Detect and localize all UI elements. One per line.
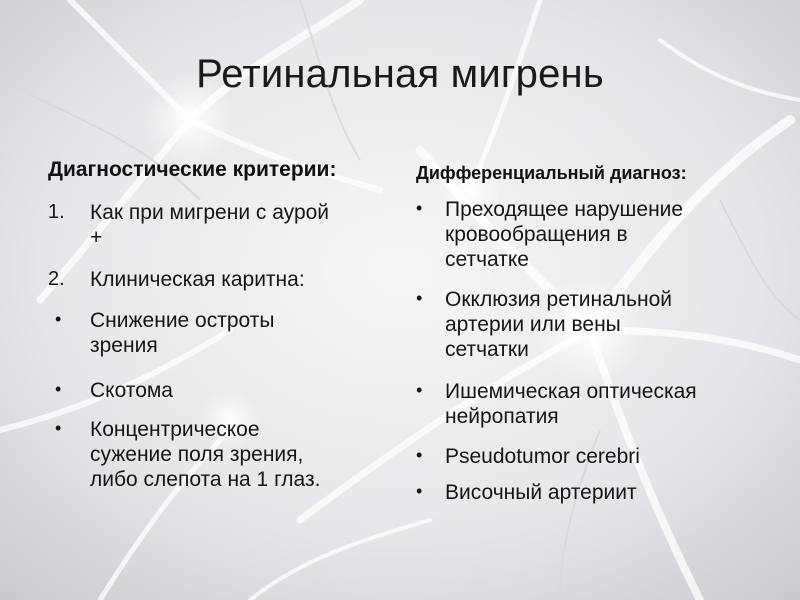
left-item-3-line-1: Снижение остроты (90, 309, 275, 332)
left-item-2 (90, 267, 305, 292)
left-item-5-line-1: Концентрическое (90, 418, 260, 441)
left-item-4-line-1: Скотома (90, 379, 173, 402)
left-item-3 (90, 308, 274, 358)
right-item-2-line-3: сетчатки (445, 338, 529, 361)
left-column-heading: Диагностические критерии: (48, 158, 337, 181)
left-item-3-line-2: зрения (90, 334, 158, 357)
left-item-2-marker: 2. (48, 268, 65, 290)
left-item-1-line-1: Как при мигрени с аурой (90, 201, 330, 224)
right-item-2-line-2: артерии или вены (445, 313, 621, 336)
left-item-2-line-1: Клиническая каритна: (90, 268, 305, 291)
right-item-3-bullet: • (416, 380, 423, 400)
left-item-5-line-3: либо слепота на 1 глаз. (90, 468, 321, 491)
left-item-5 (90, 417, 320, 492)
right-item-5-bullet: • (416, 481, 423, 501)
left-item-1-marker: 1. (48, 201, 65, 223)
slide-title: Ретинальная мигрень (196, 52, 604, 96)
right-item-3-line-1: Ишемическая оптическая (445, 380, 697, 403)
right-item-4-line-1: Pseudotumor cerebri (445, 445, 640, 468)
left-item-1 (90, 200, 329, 250)
left-item-1-line-2: + (90, 226, 103, 249)
left-item-5-line-2: сужение поля зрения, (90, 443, 304, 466)
right-item-2-line-1: Окклюзия ретинальной (445, 288, 673, 311)
right-item-3-line-2: нейропатия (445, 405, 559, 428)
right-item-4-bullet: • (416, 445, 423, 465)
right-item-2 (445, 287, 672, 362)
left-item-4 (90, 378, 173, 403)
right-column-heading: Дифференциальный диагноз: (416, 163, 687, 183)
right-item-4 (445, 444, 640, 469)
left-item-5-bullet: • (55, 418, 62, 438)
right-item-1-line-2: кровообращения в (445, 223, 628, 246)
right-item-1-line-1: Преходящее нарушение (445, 198, 684, 221)
right-item-1-line-3: сетчатке (445, 248, 529, 271)
right-item-5 (445, 480, 637, 505)
right-item-5-line-1: Височный артериит (445, 481, 637, 504)
left-item-4-bullet: • (55, 379, 62, 399)
right-item-1 (445, 197, 683, 272)
right-item-3 (445, 379, 697, 429)
right-item-1-bullet: • (416, 198, 423, 218)
left-item-3-bullet: • (55, 309, 62, 329)
right-item-2-bullet: • (416, 288, 423, 308)
